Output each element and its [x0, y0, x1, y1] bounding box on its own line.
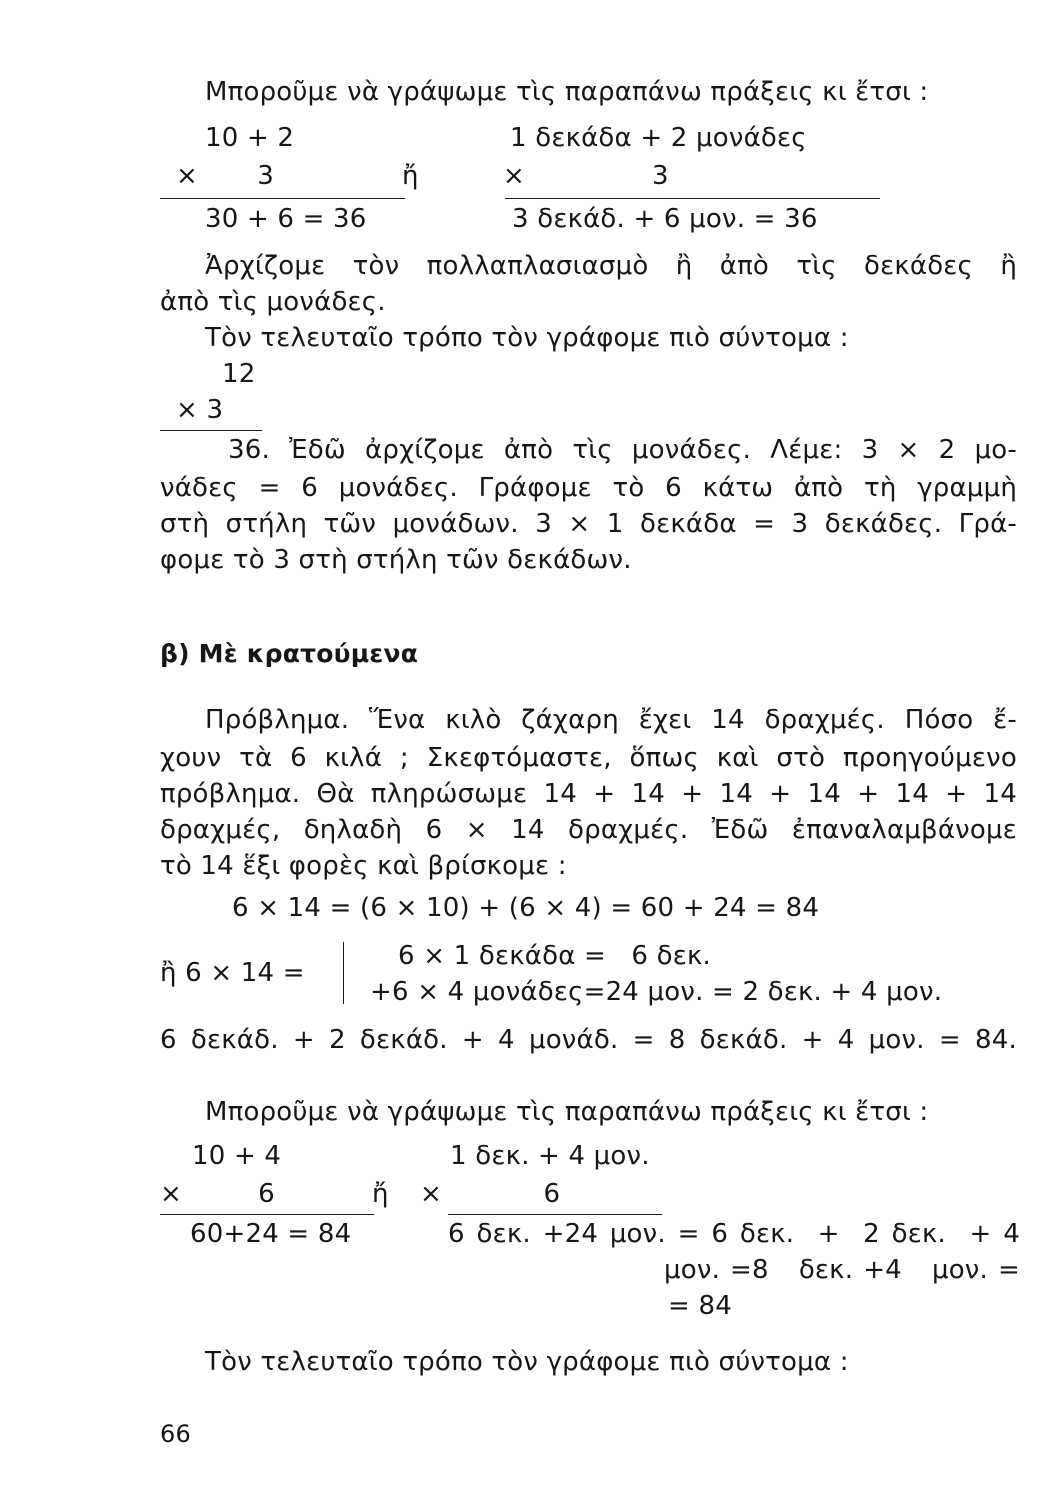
- paragraph-line: στὴ στήλη τῶν μονάδων. 3 × 1 δεκάδα = 3 δεκάδες. Γρά-: [160, 509, 1017, 539]
- problem-line: τὸ 14 ἕξι φορὲς καὶ βρίσκομε :: [160, 851, 567, 881]
- right-result-continued: μον. =8 δεκ. +4 μον. =: [664, 1255, 1020, 1285]
- left-addition-top: 10 + 2: [205, 123, 295, 153]
- short-form-multiplier: × 3: [176, 395, 224, 425]
- right-addition-top: 1 δεκ. + 4 μον.: [450, 1141, 650, 1171]
- or-word: ἤ: [372, 1179, 389, 1209]
- equation-lead: ἢ 6 × 14 =: [160, 958, 305, 988]
- problem-line: Πρόβλημα. Ἕνα κιλὸ ζάχαρη ἔχει 14 δραχμές. Πόσο ἔ-: [205, 705, 1017, 735]
- short-form-top: 12: [222, 359, 256, 389]
- left-result: 30 + 6 = 36: [205, 204, 367, 234]
- right-result-line: [448, 1214, 662, 1215]
- equation-brace-line: 6 × 1 δεκάδα = 6 δεκ.: [398, 941, 711, 971]
- equation-brace-line: +6 × 4 μονάδες=24 μον. = 2 δεκ. + 4 μον.: [370, 977, 943, 1007]
- right-result-final: = 84: [668, 1291, 732, 1321]
- left-multiplier: × 3: [176, 161, 274, 191]
- paragraph-line: Τὸν τελευταῖο τρόπο τὸν γράφομε πιὸ σύντομα :: [205, 323, 849, 353]
- equation-brace: [343, 942, 344, 1004]
- right-multiplier: × 6: [420, 1179, 561, 1209]
- right-result: 3 δεκάδ. + 6 μον. = 36: [512, 204, 818, 234]
- paragraph-line: Ἀρχίζομε τὸν πολλαπλασιασμὸ ἢ ἀπὸ τὶς δεκάδες ἢ: [205, 251, 1017, 281]
- paragraph-line: 36. Ἐδῶ ἀρχίζομε ἀπὸ τὶς μονάδες. Λέμε: 3 × 2 μο-: [228, 435, 1017, 465]
- right-addition-top: 1 δεκάδα + 2 μονάδες: [510, 123, 807, 153]
- section-heading: β) Μὲ κρατούμενα: [160, 639, 419, 668]
- problem-line: πρόβλημα. Θὰ πληρώσωμε 14 + 14 + 14 + 14 + 14 + 14: [160, 779, 1017, 809]
- intro-text: Μποροῦμε νὰ γράψωμε τὶς παραπάνω πράξεις κι ἔτσι :: [205, 1097, 929, 1127]
- right-multiplier: × 3: [503, 161, 669, 191]
- paragraph-line: ἀπὸ τὶς μονάδες.: [160, 287, 386, 317]
- paragraph-line: νάδες = 6 μονάδες. Γράφομε τὸ 6 κάτω ἀπὸ τὴ γραμμὴ: [160, 473, 1017, 503]
- left-result-line: [160, 1214, 374, 1215]
- left-addition-top: 10 + 4: [192, 1141, 282, 1171]
- right-result: 6 δεκ. +24 μον. = 6 δεκ. + 2 δεκ. + 4: [448, 1219, 1020, 1249]
- page-number: 66: [160, 1420, 191, 1448]
- left-result: 60+24 = 84: [190, 1219, 352, 1249]
- equation-expanded: 6 × 14 = (6 × 10) + (6 × 4) = 60 + 24 = 84: [232, 893, 820, 923]
- short-form-line: [160, 430, 262, 431]
- paragraph-line: φομε τὸ 3 στὴ στήλη τῶν δεκάδων.: [160, 545, 632, 575]
- problem-line: χουν τὰ 6 κιλά ; Σκεφτόμαστε, ὅπως καὶ στὸ προηγούμενο: [160, 743, 1017, 773]
- equation-total: 6 δεκάδ. + 2 δεκάδ. + 4 μονάδ. = 8 δεκάδ. + 4 μον. = 84.: [160, 1025, 1017, 1055]
- problem-line: δραχμές, δηλαδὴ 6 × 14 δραχμές. Ἐδῶ ἐπαναλαμβάνομε: [160, 815, 1017, 845]
- right-result-line: [505, 198, 880, 199]
- closing-text: Τὸν τελευταῖο τρόπο τὸν γράφομε πιὸ σύντομα :: [205, 1347, 849, 1377]
- left-multiplier: × 6: [160, 1179, 275, 1209]
- intro-text: Μποροῦμε νὰ γράψωμε τὶς παραπάνω πράξεις κι ἔτσι :: [205, 77, 929, 107]
- left-result-line: [160, 198, 405, 199]
- or-word: ἤ: [402, 161, 419, 191]
